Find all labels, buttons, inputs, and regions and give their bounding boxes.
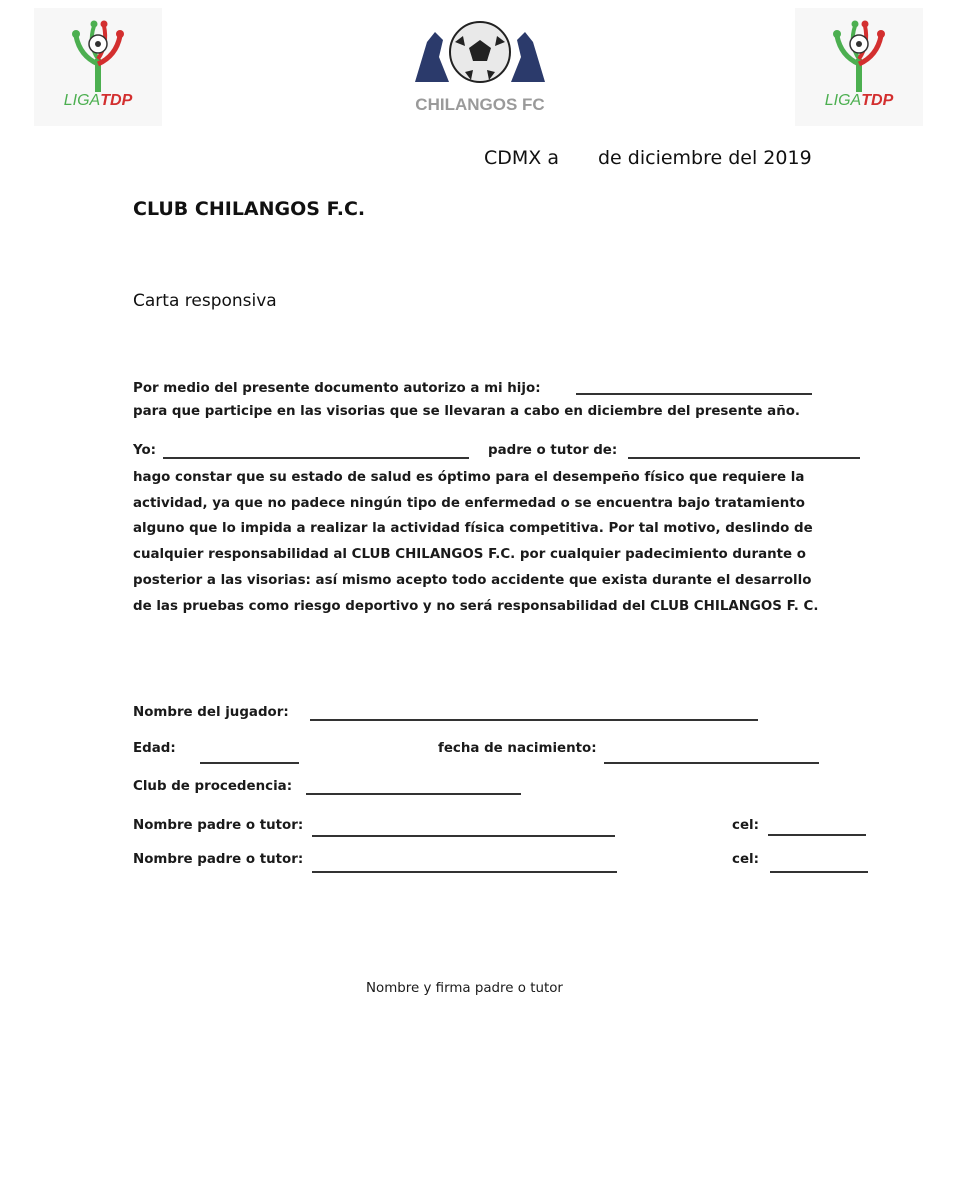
signature-label: Nombre y firma padre o tutor xyxy=(366,981,563,996)
liga-tdp-logo-left xyxy=(34,8,162,126)
cel-label-2: cel: xyxy=(732,852,759,867)
authorization-line-2: para que participe en las visorias que se llevaran a cabo en diciembre del presente año. xyxy=(133,404,801,419)
liga-tdp-logo-right xyxy=(795,8,923,126)
date-suffix: de diciembre del 2019 xyxy=(598,147,812,169)
declaration-line: de las pruebas como riesgo deportivo y no será responsabilidad del CLUB CHILANGOS F. C. xyxy=(133,598,819,614)
declaration-paragraph xyxy=(133,465,833,619)
player-name-label: Nombre del jugador: xyxy=(133,705,289,720)
liga-tdp-wordmark: LIGATDP xyxy=(824,92,894,109)
lions-ball-crest-icon xyxy=(405,12,555,94)
tree-emblem-icon xyxy=(58,14,138,94)
birth-date-blank xyxy=(604,762,819,764)
age-label: Edad: xyxy=(133,741,176,756)
authorization-line-1: Por medio del presente documento autorizo a mi hijo: xyxy=(133,381,541,396)
cel-blank-1 xyxy=(768,834,866,836)
previous-club-label: Club de procedencia: xyxy=(133,779,293,794)
cel-blank-2 xyxy=(770,871,868,873)
chilangos-fc-logo xyxy=(395,12,565,122)
document-subtitle: Carta responsiva xyxy=(133,291,277,311)
cel-label-1: cel: xyxy=(732,818,759,833)
declaration-line: posterior a las visorias: así mismo acepto todo accidente que exista durante el desarrollo xyxy=(133,572,812,588)
player-name-blank xyxy=(310,719,758,721)
tutor-of-label: padre o tutor de: xyxy=(488,443,618,458)
declaration-line: hago constar que su estado de salud es óptimo para el desempeño físico que requiere la xyxy=(133,470,805,485)
declaration-line: alguno que lo impida a realizar la actividad física competitiva. Por tal motivo, deslindo de xyxy=(133,521,813,537)
tutor-name-label-2: Nombre padre o tutor: xyxy=(133,852,304,867)
child-name-blank xyxy=(576,393,812,395)
tutor-name-label-1: Nombre padre o tutor: xyxy=(133,818,304,833)
previous-club-blank xyxy=(306,793,521,795)
document-title: CLUB CHILANGOS F.C. xyxy=(133,198,366,220)
tutor-of-blank xyxy=(628,457,860,459)
chilangos-fc-wordmark: CHILANGOS FC xyxy=(415,95,545,114)
tree-emblem-icon xyxy=(819,14,899,94)
declaration-line: cualquier responsabilidad al CLUB CHILANGOS F.C. por cualquier padecimiento durante o xyxy=(133,547,806,563)
parent-name-blank xyxy=(163,457,469,459)
age-blank xyxy=(200,762,299,764)
declaration-line: actividad, ya que no padece ningún tipo de enfermedad o se encuentra bajo tratamiento xyxy=(133,495,805,511)
tutor-name-blank-2 xyxy=(312,871,617,873)
date-prefix: CDMX a xyxy=(484,147,559,169)
birth-date-label: fecha de nacimiento: xyxy=(438,741,597,756)
liga-tdp-wordmark: LIGATDP xyxy=(63,92,133,109)
yo-label: Yo: xyxy=(133,443,157,458)
tutor-name-blank-1 xyxy=(312,835,615,837)
